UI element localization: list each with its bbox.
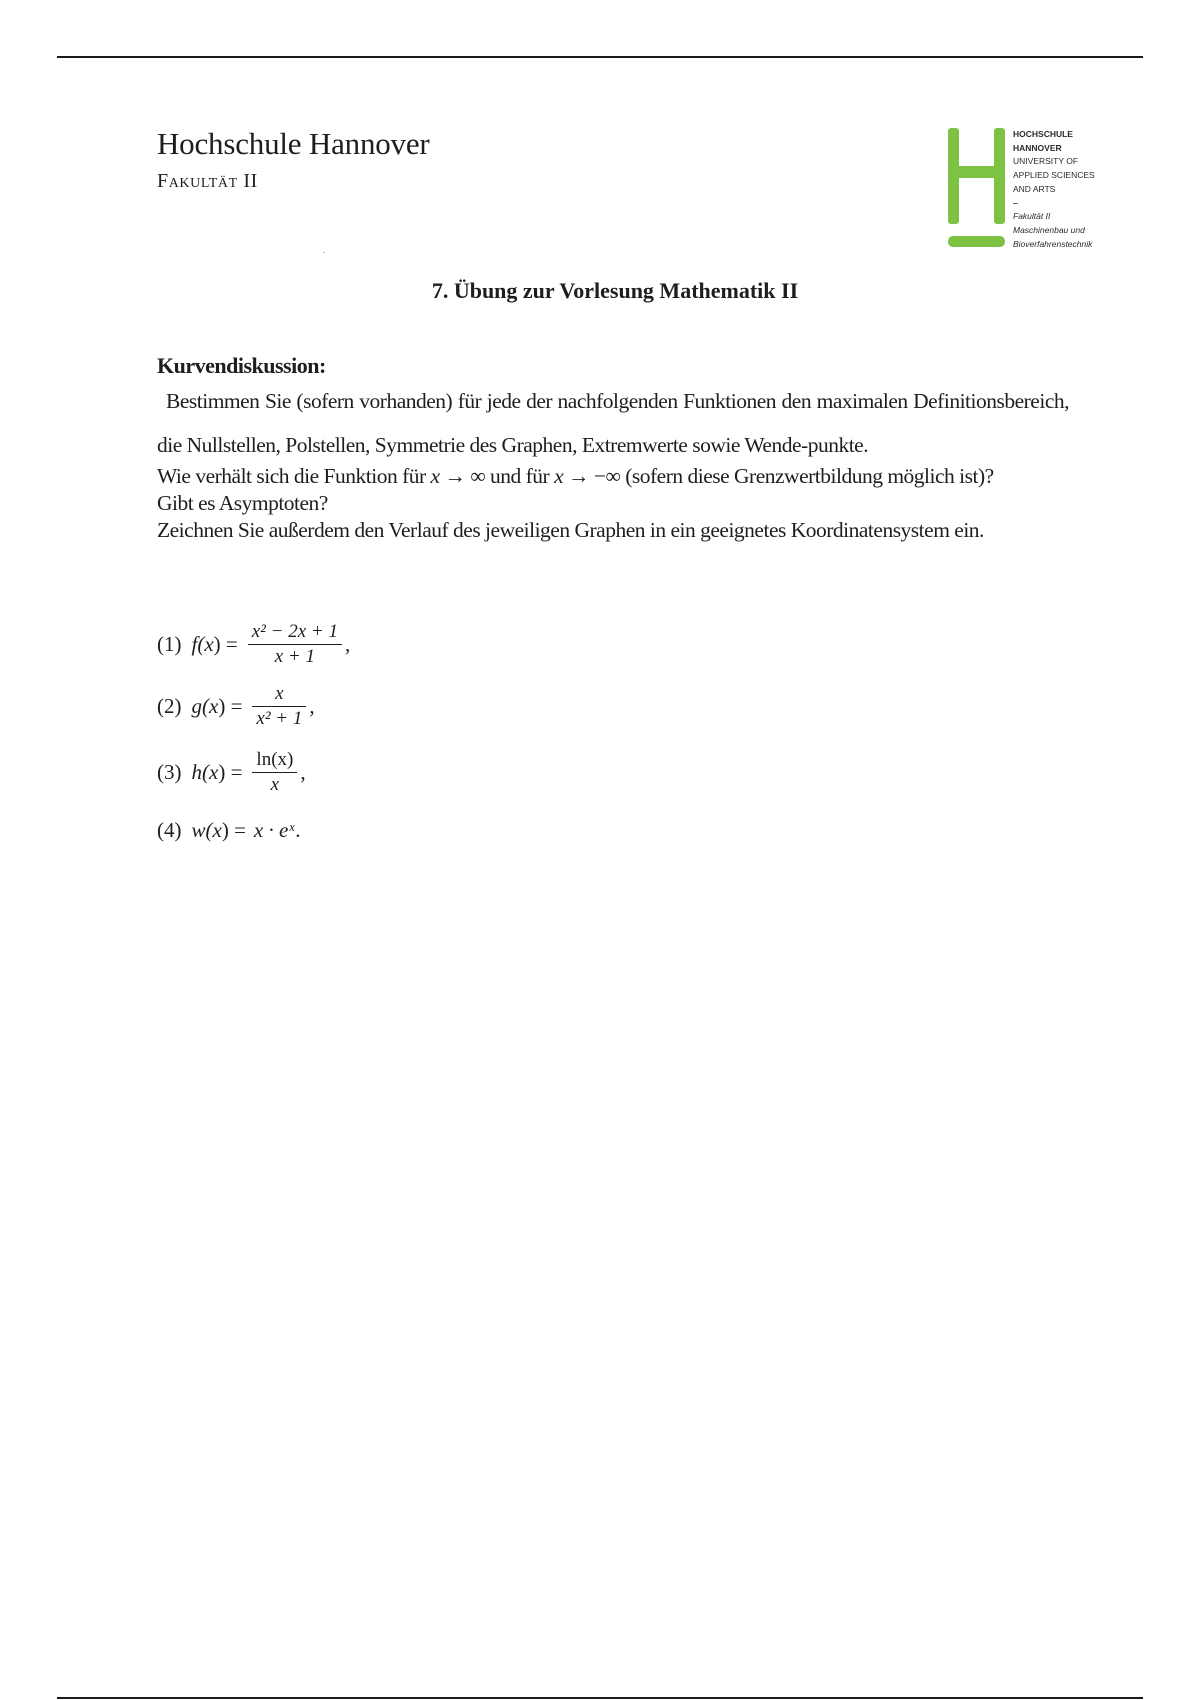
denominator: x + 1 (274, 646, 315, 668)
fraction (252, 748, 297, 797)
faculty-name: Fakultät II (157, 170, 258, 192)
math-variable: x (430, 464, 440, 488)
formula-lhs: w(x) = (191, 818, 246, 842)
punctuation: , (309, 694, 315, 719)
asymptote-question: Gibt es Asymptoten? (157, 491, 328, 515)
punctuation: , (300, 760, 306, 785)
logo-line: Bioverfahrenstechnik (1013, 238, 1093, 249)
formula-number: (3) (157, 760, 182, 785)
math-variable: x (554, 464, 564, 488)
top-rule (57, 56, 1143, 58)
logo-line: HANNOVER (1013, 142, 1062, 153)
logo-line: UNIVERSITY OF (1013, 156, 1079, 167)
denominator: x² + 1 (256, 708, 303, 730)
logo-line: Maschinenbau und (1013, 224, 1085, 235)
function-name: w(x (191, 818, 222, 842)
numerator: x (275, 683, 284, 704)
limit-text: → −∞ (sofern diese Grenzwertbildung möglich ist)? (563, 464, 994, 488)
limit-text: → ∞ und für (439, 464, 555, 488)
institution-name: Hochschule Hannover (157, 126, 430, 161)
numerator: x² − 2x + 1 (251, 621, 338, 642)
formula-number: (1) (157, 632, 182, 657)
graph-instruction: Zeichnen Sie außerdem den Verlauf des jeweiligen Graphen in ein geeignetes Koordinatensystem ein. (157, 518, 984, 542)
function-name: f(x (191, 632, 214, 657)
logo-line: AND ARTS (1013, 183, 1056, 194)
numerator: ln(x) (256, 749, 294, 770)
denominator: x (270, 774, 280, 796)
instruction-text: Bestimmen Sie (sofern vorhanden) für jede der nachfolgenden Funktionen den maximalen Definitionsbereich, die Nullstellen, Polstellen, Symmetrie des Graphen, Extremwerte sowie Wende (157, 389, 1069, 457)
formula-number: (2) (157, 694, 182, 719)
logo-line: APPLIED SCIENCES (1013, 170, 1095, 181)
limit-text: Wie verhält sich die Funktion für (157, 464, 431, 488)
formula-rhs: x · eˣ (253, 818, 295, 842)
fraction (248, 620, 342, 669)
function-name: h(x (191, 760, 219, 785)
limit-question (157, 463, 1069, 490)
formula-1 (157, 620, 350, 669)
fraction (252, 682, 306, 731)
punctuation: . (295, 818, 301, 842)
exercise-text (157, 352, 1069, 544)
instruction-paragraph: Bestimmen Sie (sofern vorhanden) für jede der nachfolgenden Funktionen den maximalen Definitionsbereich, die Nullstellen, Polstellen, Symmetrie des Graphen, Extremwerte sowie Wende-punkte. (157, 389, 1069, 457)
formula-3 (157, 748, 306, 797)
formula-lhs: f(x) = (191, 632, 238, 657)
section-heading: Kurvendiskussion: (157, 353, 326, 378)
formula-number: (4) (157, 818, 182, 842)
logo-line: – (1013, 197, 1018, 208)
logo-line: Fakultät II (1013, 211, 1051, 222)
instruction-text-end: punkte. (807, 433, 869, 457)
logo-line: HOCHSCHULE (1013, 129, 1073, 139)
formula-lhs: g(x) = (191, 694, 243, 719)
function-name: g(x (191, 694, 219, 719)
logo-h-right-bar (994, 128, 1005, 224)
bottom-rule (57, 1697, 1143, 1699)
exercise-sheet-title: 7. Übung zur Vorlesung Mathematik II (431, 278, 799, 303)
formula-lhs: h(x) = (191, 760, 243, 785)
punctuation: , (344, 632, 351, 657)
speck (323, 252, 325, 253)
formula-4 (157, 818, 301, 843)
logo-text (1013, 128, 1095, 251)
logo-underline (948, 236, 1005, 247)
formula-2 (157, 682, 315, 731)
